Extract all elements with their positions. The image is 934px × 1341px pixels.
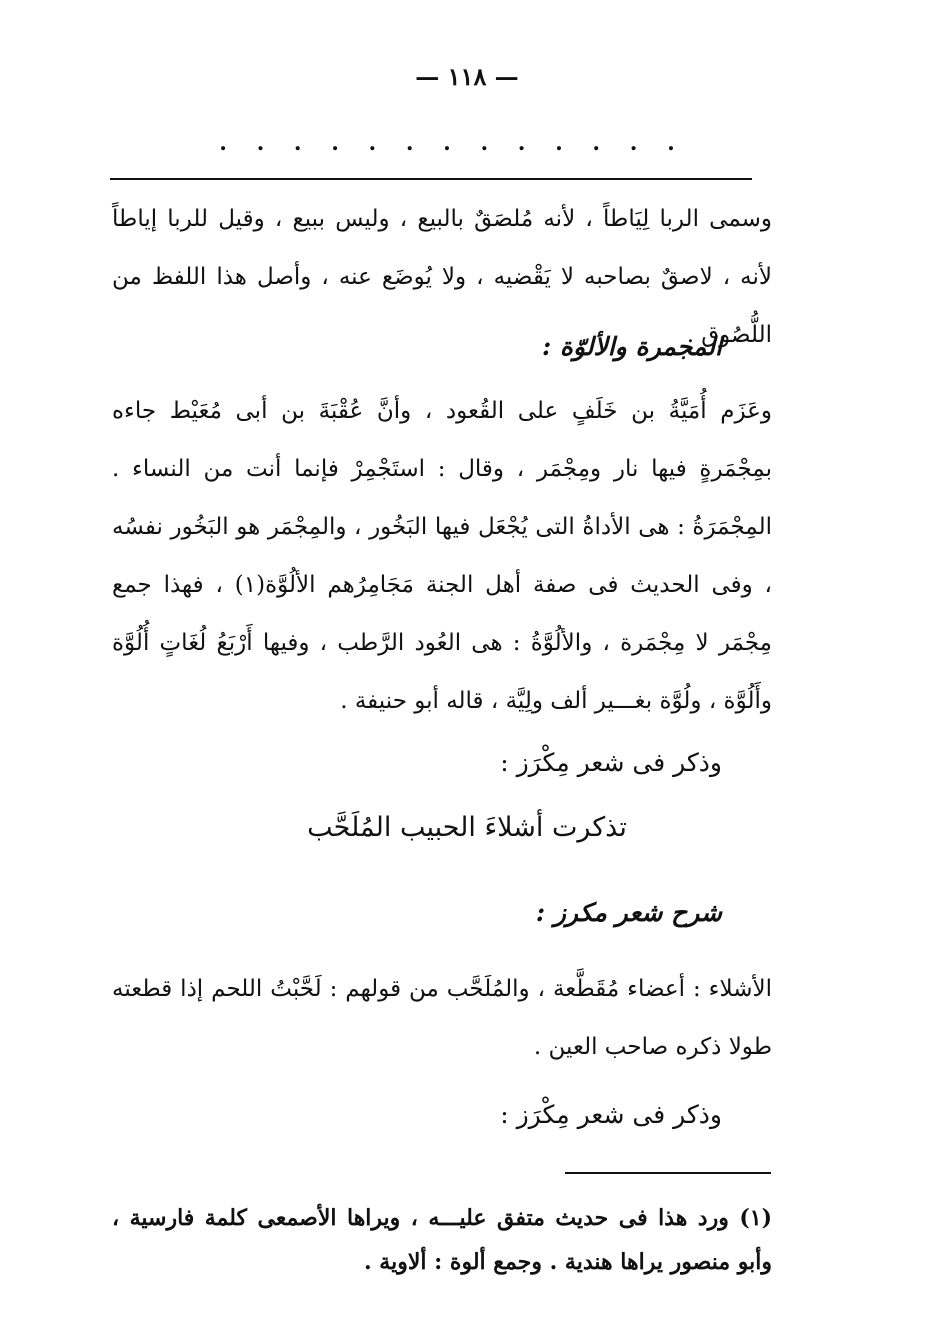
verse-intro-mikraz-1: وذكر فى شعر مِكْرَز : <box>500 748 722 777</box>
section-heading-mijmara: المجمرة والألوّة : <box>541 332 722 361</box>
verse-line: تذكرت أشلاءَ الحبيب المُلَحَّب <box>307 812 627 843</box>
paragraph-mijmara: وعَزَم أُمَيَّةُ بن خَلَفٍ على القُعود ، وأنَّ عُقْبَةَ بن أبى مُعَيْط جاءه بمِجْمَرةٍ فيها نار ومِجْمَر ، وقال : استَجْمِرْ فإنما أنت من النساء . المِجْمَرَةُ : هى الأداةُ التى يُجْعَل فيها البَخُور ، والمِجْمَر هو البَخُور نفسُه ، وفى الحديث فى صفة أهل الجنة مَجَامِرُهم الألُوَّة(١) ، فهذا جمع مِجْمَر لا مِجْمَرة ، والألُوَّةُ : هى العُود الرَّطب ، وفيها أَرْبَعُ لُغَاتٍ أُلُوَّة وأَلُوَّة ، ولُوَّة بغـــير ألف ولِيَّة ، قاله أبو حنيفة . <box>112 398 772 714</box>
verse-intro-mikraz-2: وذكر فى شعر مِكْرَز : <box>500 1100 722 1129</box>
paragraph-riba: وسمى الربا لِيَاطاً ، لأنه مُلصَقٌ بالبيع ، وليس ببيع ، وقيل للربا إياطاً لأنه ، لاصقٌ بصاحبه لا يَقْضيه ، ولا يُوضَع عنه ، وأصل هذا اللفظ من اللُّصُوق . <box>112 206 772 348</box>
header-rule <box>110 178 752 180</box>
ellipsis-separator: . . . . . . . . . . . . . <box>219 130 681 156</box>
footnote: (١) ورد هذا فى حديث متفق عليـــه ، ويراها الأصمعى كلمة فارسية ، وأبو منصور يراها هندية . وجمع ألوة : ألاوية . <box>112 1205 772 1275</box>
footnote-rule <box>565 1172 771 1174</box>
page-number: — ١١٨ — <box>415 62 519 91</box>
paragraph-ashla: الأشلاء : أعضاء مُقَطَّعة ، والمُلَحَّب من قولهم : لَحَّبْتُ اللحم إذا قطعته طولا ذكره صاحب العين . <box>112 976 772 1060</box>
section-heading-mikraz-commentary: شرح شعر مكرز : <box>535 898 722 927</box>
